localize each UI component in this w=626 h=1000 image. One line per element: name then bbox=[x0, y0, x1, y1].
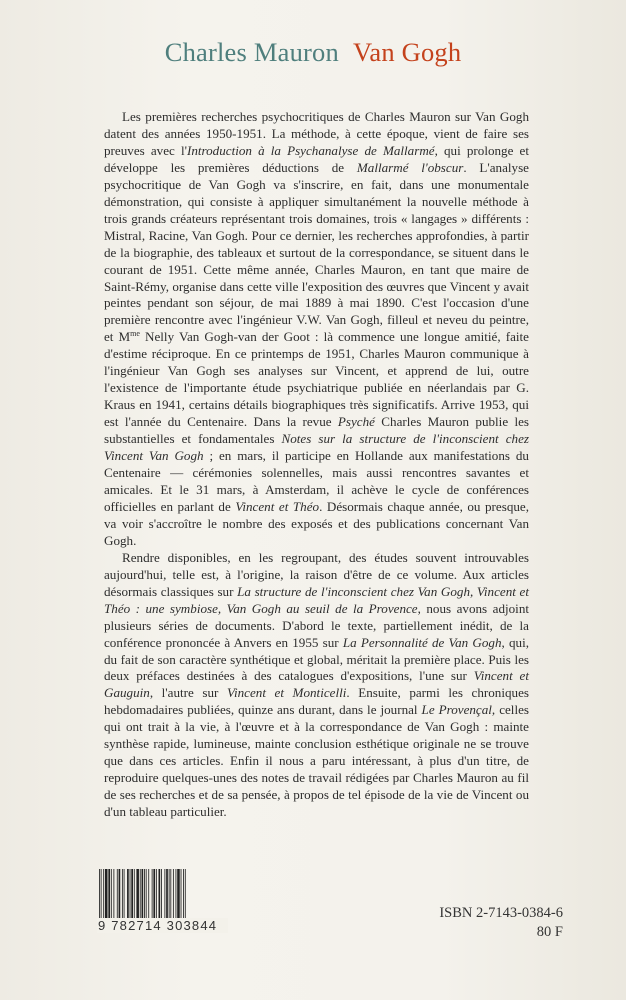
barcode-number: 9 782714 303844 bbox=[97, 918, 228, 933]
barcode-bar bbox=[119, 869, 121, 919]
blurb-paragraph-1 bbox=[104, 109, 529, 550]
text-run: , nous avons adjoint plusieurs séries de documents. D'abord le texte, partiellement inédit, de la conférence prononcée à Anvers en 1955 sur bbox=[104, 600, 529, 650]
barcode-bar bbox=[185, 869, 186, 919]
italic-title: Introduction à la Psychanalyse de Mallarmé bbox=[186, 142, 435, 158]
italic-title: Psyché bbox=[337, 414, 375, 430]
barcode-bar bbox=[152, 869, 153, 919]
barcode-bar bbox=[111, 869, 112, 919]
text-run: Nelly Van Gogh-van der Goot : là commence une longue amitié, faite d'estime réciproque. En ce printemps de 1951, Charles Mauron communique à l'ingénieur Van Gogh ses analyses sur Vincent, et apprend de lui, outre l'existence de l'importante étude psychiatrique publiée en néerlandais par G. Kraus en 1941, certains détails biographiques très significatifs. Arrive 1953, qui est l'année du Centenaire. Dans la revue bbox=[104, 329, 529, 430]
barcode-bar bbox=[144, 869, 145, 919]
author-name: Charles Mauron bbox=[164, 37, 339, 67]
italic-title: La Personnalité de Van Gogh bbox=[342, 634, 502, 650]
barcode-bar bbox=[103, 869, 104, 919]
superscript: me bbox=[130, 329, 140, 339]
barcode-bar bbox=[173, 869, 174, 919]
barcode-bar bbox=[146, 869, 147, 919]
barcode-bar bbox=[117, 869, 118, 919]
barcode-bar bbox=[159, 869, 161, 919]
barcode-bar bbox=[105, 869, 108, 919]
text-run: , qui prolonge et développe les premières déductions de bbox=[104, 142, 529, 175]
barcode-bar bbox=[176, 869, 177, 919]
barcode-bar bbox=[161, 869, 162, 919]
barcode-bar bbox=[130, 869, 131, 919]
italic-title: La structure de l'inconscient chez Van Gogh, Vincent et Théo : une symbiose, Van Gogh au seuil de la Provence bbox=[104, 583, 530, 616]
barcode-bars bbox=[97, 869, 225, 919]
barcode-bar bbox=[140, 869, 141, 919]
barcode-bar bbox=[181, 869, 182, 919]
text-run: , l'autre sur bbox=[149, 685, 227, 701]
isbn-number: ISBN 2-7143-0384-6 bbox=[439, 905, 563, 921]
barcode-bar bbox=[127, 869, 129, 919]
price: 80 F bbox=[536, 924, 563, 940]
barcode-bar bbox=[166, 869, 168, 919]
barcode-bar bbox=[177, 869, 180, 919]
barcode-bar bbox=[134, 869, 135, 919]
barcode-bar bbox=[169, 869, 170, 919]
italic-title: Mallarmé l'obscur bbox=[356, 159, 464, 175]
text-run: celles qui ont trait à la vie, à l'œuvre et à la correspondance de Van Gogh : mainte synthèse rapide, lumineuse, mainte conclusion esthétique originale ne se trouve que dans ces articles. Enfin il nous a paru intéressant, à plus d'un titre, de reproduire quelques-unes des notes de travail rédigées par Charles Mauron au fil de ses recherches et de sa pensée, à propos de tel épisode de la vie de Vincent ou d'un tableau particulier. bbox=[104, 702, 529, 820]
barcode-bar bbox=[108, 869, 110, 919]
barcode-bar bbox=[131, 869, 133, 919]
barcode-bar bbox=[170, 869, 171, 919]
barcode-bar bbox=[136, 869, 139, 919]
barcode-bar bbox=[164, 869, 165, 919]
text-run: . Désormais chaque année, ou presque, va voir s'accroître le nombre des exposés et des publications concernant Van Gogh. bbox=[104, 498, 530, 548]
barcode-bar bbox=[183, 869, 184, 919]
blurb-paragraph-2 bbox=[104, 550, 529, 821]
barcode-bar bbox=[101, 869, 102, 919]
text-run: , qui, du fait de son caractère synthétique et global, méritait la première place. Puis les deux préfaces destinées à des catalogues d'expositions, l'une sur bbox=[104, 634, 529, 684]
cover-header bbox=[0, 37, 626, 68]
barcode-bar bbox=[113, 869, 114, 919]
text-run: . L'analyse psychocritique de Van Gogh va s'inscrire, en fait, dans une monumentale démonstration, qui consiste à appliquer simultanément la nouvelle méthode à trois grands créateurs représentant trois domaines, trois « langages » différents : Mistral, Racine, Van Gogh. Pour ce dernier, les recherches approfondies, à partir de la biographie, des tableaux et surtout de la correspondance, se situent dans le courant de 1951. Cette même année, Charles Mauron, en tant que maire de Saint-Rémy, organise dans cette ville l'exposition des œuvres que Vincent y avait peintes pendant son séjour, de mai 1889 à mai 1890. C'est l'occasion d'une première rencontre avec l'ingénieur V.W. Van Gogh, filleul et neveu du peintre, et M bbox=[104, 159, 529, 345]
blurb-text bbox=[104, 109, 529, 821]
text-run: . Ensuite, parmi les chroniques hebdomadaires publiées, quinze ans durant, dans le journal bbox=[104, 685, 529, 718]
barcode-bar bbox=[153, 869, 155, 919]
italic-title: Vincent et Théo bbox=[235, 498, 320, 514]
italic-title: Vincent et Gauguin bbox=[104, 668, 529, 701]
italic-title: Notes sur la structure de l'inconscient chez Vincent Van Gogh bbox=[104, 431, 529, 464]
barcode-bar bbox=[156, 869, 157, 919]
text-run: Les premières recherches psychocritiques de Charles Mauron sur Van Gogh datent des années 1950-1951. La méthode, à cette époque, vient de faire ses preuves avec l' bbox=[104, 109, 529, 158]
text-run: ; en mars, il participe en Hollande aux manifestations du Centenaire — cérémonies solennelles, mais aussi rencontres savantes et amicales. Et le 31 mars, à Amsterdam, il achève le cycle de conférences officielles en parlant de bbox=[104, 448, 529, 514]
text-run: Charles Mauron publie les substantielles et fondamentales bbox=[104, 414, 530, 447]
italic-title: Le Provençal, bbox=[421, 702, 496, 718]
barcode-bar bbox=[99, 869, 100, 919]
barcode-bar bbox=[142, 869, 144, 919]
isbn-block bbox=[439, 904, 563, 942]
book-title: Van Gogh bbox=[352, 37, 462, 67]
barcode-bar bbox=[124, 869, 125, 919]
italic-title: Vincent et Monticelli bbox=[226, 685, 347, 701]
text-run: Rendre disponibles, en les regroupant, des études souvent introuvables aujourd'hui, telle est, à l'origine, la raison d'être de ce volume. Aux articles désormais classiques sur bbox=[104, 549, 529, 599]
barcode-bar bbox=[122, 869, 123, 919]
barcode-bar bbox=[148, 869, 149, 919]
